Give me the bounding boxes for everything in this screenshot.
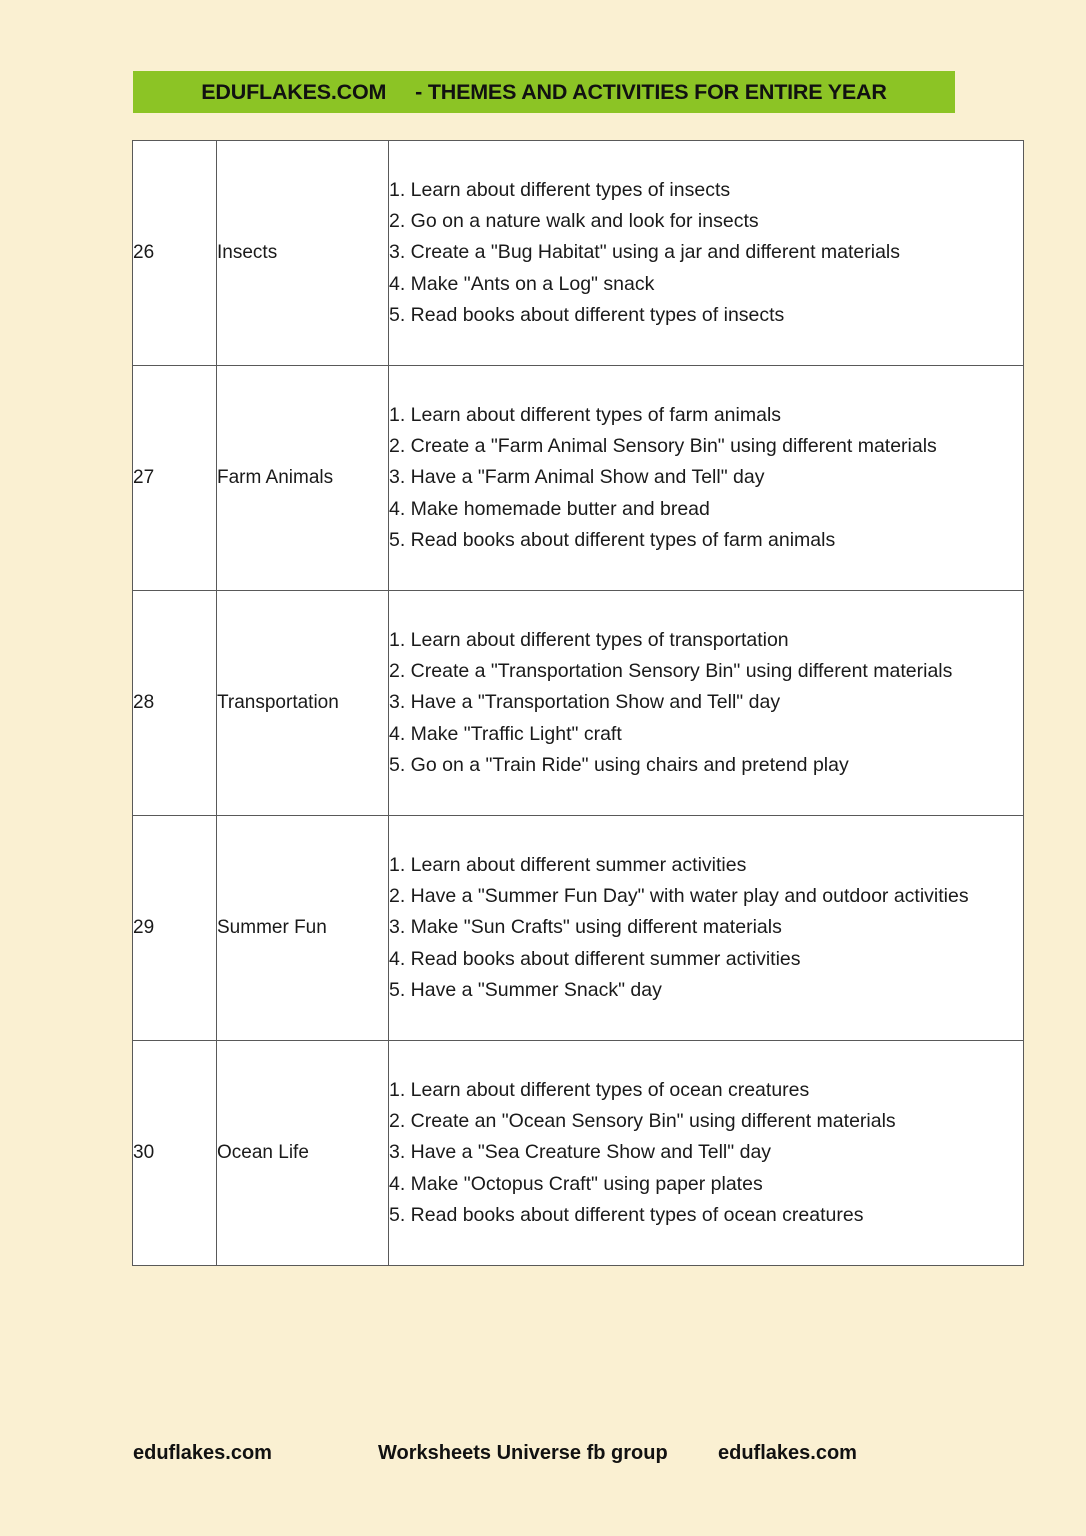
activity-line: 1. Learn about different types of transportation — [389, 629, 789, 652]
activity-line: 2. Have a "Summer Fun Day" with water play and outdoor activities — [389, 885, 969, 908]
activity-line: 5. Read books about different types of farm animals — [389, 528, 836, 551]
activity-line: 2. Create a "Farm Animal Sensory Bin" using different materials — [389, 435, 937, 458]
row-number-cell: 30 — [133, 1041, 217, 1266]
activity-line: 2. Go on a nature walk and look for insects — [389, 210, 759, 233]
row-activities-cell — [389, 816, 1024, 1041]
table-row — [133, 1041, 1024, 1266]
header-banner — [133, 71, 955, 113]
table-row — [133, 141, 1024, 366]
activity-line: 4. Make "Ants on a Log" snack — [389, 272, 655, 295]
activity-line: 5. Read books about different types of insects — [389, 303, 785, 326]
header-banner-title: EDUFLAKES.COM - THEMES AND ACTIVITIES FOR ENTIRE YEAR — [201, 79, 887, 104]
activity-line: 1. Learn about different summer activities — [389, 854, 747, 877]
activity-line: 3. Have a "Transportation Show and Tell" day — [389, 691, 781, 714]
activity-line: 1. Learn about different types of insects — [389, 179, 731, 202]
table-row — [133, 816, 1024, 1041]
row-number-cell: 28 — [133, 591, 217, 816]
row-theme-cell: Farm Animals — [217, 366, 389, 591]
row-theme-cell: Summer Fun — [217, 816, 389, 1041]
row-theme-cell: Insects — [217, 141, 389, 366]
activity-line: 3. Have a "Sea Creature Show and Tell" day — [389, 1141, 772, 1164]
row-activities-cell — [389, 141, 1024, 366]
activity-line: 1. Learn about different types of farm animals — [389, 404, 782, 427]
activity-line: 2. Create an "Ocean Sensory Bin" using different materials — [389, 1110, 896, 1133]
table-row — [133, 591, 1024, 816]
page-footer — [133, 1442, 963, 1465]
activity-line: 5. Have a "Summer Snack" day — [389, 978, 662, 1001]
row-number-cell: 27 — [133, 366, 217, 591]
activity-line: 3. Make "Sun Crafts" using different materials — [389, 916, 782, 939]
activity-line: 4. Make homemade butter and bread — [389, 497, 710, 520]
activity-line: 5. Read books about different types of ocean creatures — [389, 1203, 864, 1226]
activity-line: 2. Create a "Transportation Sensory Bin" using different materials — [389, 660, 953, 683]
row-activities-cell — [389, 591, 1024, 816]
row-theme-cell: Ocean Life — [217, 1041, 389, 1266]
table-body — [133, 141, 1024, 1266]
activity-line: 3. Have a "Farm Animal Show and Tell" day — [389, 466, 765, 489]
row-number-cell: 29 — [133, 816, 217, 1041]
row-theme-cell: Transportation — [217, 591, 389, 816]
footer-right-brand: eduflakes.com — [718, 1442, 857, 1464]
activity-line: 5. Go on a "Train Ride" using chairs and pretend play — [389, 753, 849, 776]
row-number-cell: 26 — [133, 141, 217, 366]
activity-line: 1. Learn about different types of ocean creatures — [389, 1079, 810, 1102]
activity-line: 4. Make "Traffic Light" craft — [389, 722, 622, 745]
footer-center-group: Worksheets Universe fb group — [378, 1442, 668, 1464]
row-activities-cell — [389, 366, 1024, 591]
themes-activities-table — [132, 140, 1024, 1266]
activity-line: 3. Create a "Bug Habitat" using a jar and different materials — [389, 241, 901, 264]
footer-left-brand: eduflakes.com — [133, 1442, 272, 1464]
activity-line: 4. Make "Octopus Craft" using paper plates — [389, 1172, 763, 1195]
row-activities-cell — [389, 1041, 1024, 1266]
activity-line: 4. Read books about different summer activities — [389, 947, 801, 970]
table-row — [133, 366, 1024, 591]
